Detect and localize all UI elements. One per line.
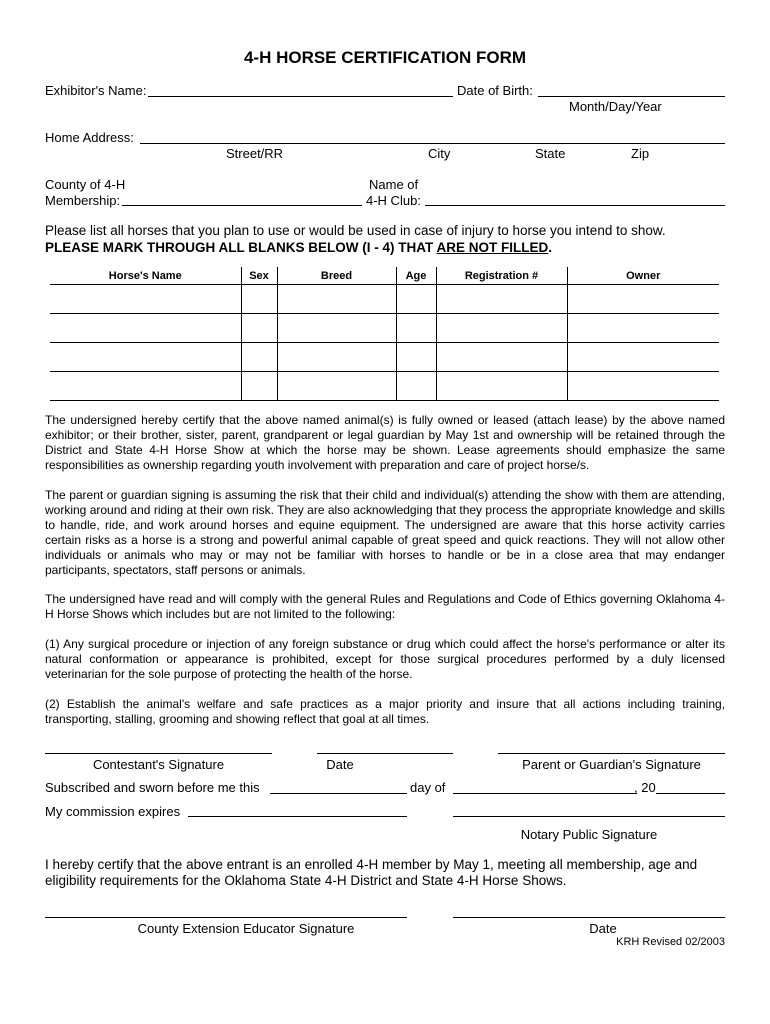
- breed-cell[interactable]: [277, 285, 396, 314]
- col-registration: Registration #: [436, 267, 567, 285]
- horse-name-cell[interactable]: [50, 372, 241, 401]
- certify-paragraph: I hereby certify that the above entrant is an enrolled 4-H member by May 1, meeting all membership, age and eligibility requirements for the Oklahoma State 4-H District and State 4-H Horse Shows.: [45, 857, 698, 888]
- horse-table-header: [50, 267, 719, 285]
- registration-cell[interactable]: [436, 372, 567, 401]
- rule-2-paragraph: (2) Establish the animal's welfare and safe practices as a major priority and insure that all actions including training, transporting, stalling, grooming and showing reflect that goal at all times.: [45, 697, 725, 726]
- registration-cell[interactable]: [436, 285, 567, 314]
- city-caption: City: [428, 146, 451, 161]
- commission-label: My commission expires: [45, 804, 181, 819]
- notary-signature-line[interactable]: [453, 816, 725, 817]
- extension-signature-caption: County Extension Educator Signature: [137, 921, 355, 936]
- instructions-emphasis: ARE NOT FILLED: [436, 240, 549, 255]
- age-cell[interactable]: [396, 343, 436, 372]
- age-cell[interactable]: [396, 372, 436, 401]
- contestant-date-line[interactable]: [317, 753, 453, 754]
- exhibitor-name-label: Exhibitor's Name:: [45, 83, 147, 98]
- home-address-label: Home Address:: [45, 130, 134, 145]
- extension-signature-line[interactable]: [45, 917, 407, 918]
- sworn-day-of-label: day of: [410, 780, 446, 795]
- club-label-line1: Name of: [369, 177, 419, 192]
- risk-paragraph: The parent or guardian signing is assuming the risk that their child and individual(s) attending the show with them are attending, working around and riding at their own risk. They are also acknowledging that they process the appropriate knowledge and skills to handle, ride, and work around horses and equine equipment. The undersigned are aware that this horse activity carries certain risks as a horse is a strong and powerful animal capable of great speed and quick reactions. They will not allow other individuals or animals who may or may not be familiar with horses to handle or be in a close area that may endanger participants, spectators, staff persons or animals.: [45, 488, 725, 577]
- table-row: [50, 372, 719, 401]
- contestant-signature-line[interactable]: [45, 753, 272, 754]
- col-horse-name: Horse's Name: [50, 267, 241, 285]
- state-caption: State: [535, 146, 566, 161]
- table-row: [50, 285, 719, 314]
- col-owner: Owner: [567, 267, 719, 285]
- sworn-year-label: , 20: [634, 780, 656, 795]
- registration-cell[interactable]: [436, 343, 567, 372]
- age-cell[interactable]: [396, 285, 436, 314]
- club-field[interactable]: [425, 205, 725, 206]
- breed-cell[interactable]: [277, 372, 396, 401]
- ownership-paragraph: The undersigned hereby certify that the above named animal(s) is fully owned or leased (attach lease) by the above named exhibitor; or their brother, sister, parent, grandparent or legal guardian by May 1st and ownership will be retained through the District and State 4-H Horse Show at which the horse may be shown. Lease agreements should emphasize the same responsibilities as ownership regarding youth involvement with preparation and care of project horse/s.: [45, 413, 725, 472]
- sworn-day-field[interactable]: [270, 793, 407, 794]
- sex-cell[interactable]: [241, 285, 277, 314]
- registration-cell[interactable]: [436, 314, 567, 343]
- sex-cell[interactable]: [241, 343, 277, 372]
- county-label-line1: County of 4-H: [45, 177, 126, 192]
- horse-name-cell[interactable]: [50, 343, 241, 372]
- horse-name-cell[interactable]: [50, 285, 241, 314]
- club-label-line2: 4-H Club:: [366, 193, 421, 208]
- county-field[interactable]: [122, 205, 362, 206]
- dob-field[interactable]: [538, 96, 725, 97]
- form-title: 4-H HORSE CERTIFICATION FORM: [243, 48, 527, 67]
- dob-format-hint: Month/Day/Year: [569, 99, 662, 114]
- col-age: Age: [396, 267, 436, 285]
- sworn-year-field[interactable]: [656, 793, 725, 794]
- zip-caption: Zip: [631, 146, 650, 161]
- horse-name-cell[interactable]: [50, 314, 241, 343]
- col-sex: Sex: [241, 267, 277, 285]
- contestant-date-caption: Date: [326, 757, 354, 772]
- contestant-signature-caption: Contestant's Signature: [92, 757, 225, 772]
- instructions-line2: [45, 240, 552, 255]
- sworn-label: Subscribed and sworn before me this: [45, 780, 260, 795]
- dob-label: Date of Birth:: [457, 83, 533, 98]
- rules-paragraph: The undersigned have read and will comply with the general Rules and Regulations and Code of Ethics governing Oklahoma 4-H Horse Shows which includes but are not limited to the following:: [45, 592, 725, 621]
- exhibitor-name-field[interactable]: [148, 96, 453, 97]
- street-caption: Street/RR: [226, 146, 284, 161]
- county-label-line2: Membership:: [45, 193, 121, 208]
- sex-cell[interactable]: [241, 372, 277, 401]
- owner-cell[interactable]: [567, 372, 719, 401]
- owner-cell[interactable]: [567, 343, 719, 372]
- commission-field[interactable]: [188, 816, 407, 817]
- age-cell[interactable]: [396, 314, 436, 343]
- instructions-period: .: [548, 240, 552, 255]
- extension-date-line[interactable]: [453, 917, 725, 918]
- parent-signature-caption: Parent or Guardian's Signature: [522, 757, 701, 772]
- instructions-line2-text: PLEASE MARK THROUGH ALL BLANKS BELOW (I - 4) THAT: [45, 240, 437, 255]
- table-row: [50, 314, 719, 343]
- notary-signature-caption: Notary Public Signature: [520, 827, 658, 842]
- horse-table: [50, 267, 719, 401]
- sworn-month-field[interactable]: [453, 793, 637, 794]
- revision-note: KRH Revised 02/2003: [616, 936, 725, 948]
- table-row: [50, 343, 719, 372]
- breed-cell[interactable]: [277, 343, 396, 372]
- breed-cell[interactable]: [277, 314, 396, 343]
- owner-cell[interactable]: [567, 285, 719, 314]
- col-breed: Breed: [277, 267, 396, 285]
- owner-cell[interactable]: [567, 314, 719, 343]
- sex-cell[interactable]: [241, 314, 277, 343]
- rule-1-paragraph: (1) Any surgical procedure or injection of any foreign substance or drug which could affect the horse's performance or alter its natural conformation or appearance is prohibited, except for those surgical procedures performed by a duly licensed veterinarian for the sole purpose of protecting the health of the horse.: [45, 637, 725, 681]
- home-address-field[interactable]: [140, 143, 725, 144]
- extension-date-caption: Date: [589, 921, 617, 936]
- instructions-line1: Please list all horses that you plan to use or would be used in case of injury to horse you intend to show.: [45, 223, 666, 238]
- parent-signature-line[interactable]: [498, 753, 725, 754]
